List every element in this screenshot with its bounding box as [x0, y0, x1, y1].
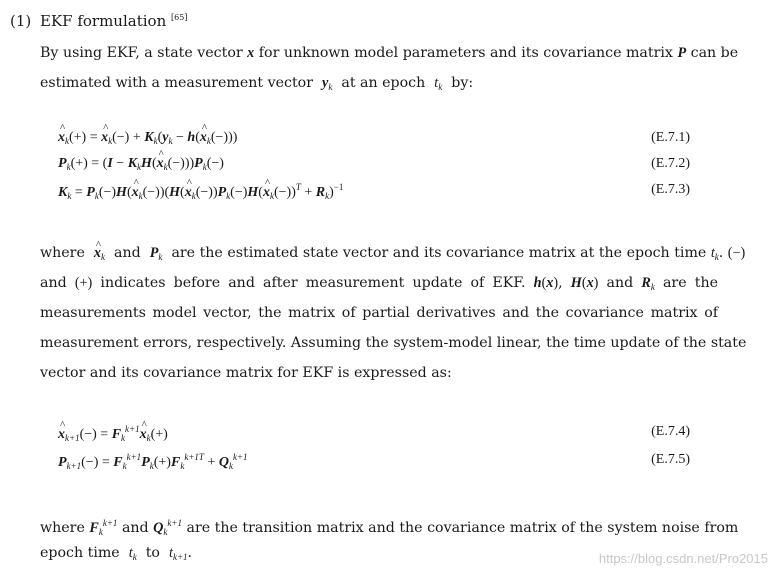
equation-label: (E.7.2) — [651, 156, 690, 171]
where1-line-2: and (+) indicates before and after measurement update of EKF. h(x), H(x) and $R_k$ are the — [40, 275, 718, 292]
equation-label: (E.7.3) — [651, 182, 690, 197]
watermark: https://blog.csdn.net/Pro2015 — [598, 551, 768, 566]
symbol-x: x — [247, 45, 255, 61]
where2-line-1: where $F_k^{k+1}$ and $Q_k^{k+1}$ are the transition matrix and the covariance matrix of the system noise from — [40, 518, 739, 537]
equation-e74: x $\^{}_{k+1}(-) = F_k^{k+1}x$ $\^{}_k(+)$ — [58, 424, 168, 443]
section-title: EKF formulation — [40, 12, 167, 30]
where1-line-1: where x $\^{}_k$ and $P_k$ are the estimated state vector and its covariance matrix at the epoch time $t_k$. (−) — [40, 238, 718, 272]
where1-line-4: measurement errors, respectively. Assuming the system-model linear, the time update of the state — [40, 335, 747, 351]
section-heading — [10, 12, 187, 30]
intro-line-1: By using EKF, a state vector x for unknown model parameters and its covariance matrix P can be — [40, 45, 739, 61]
section-number: (1) — [10, 12, 32, 30]
equation-e72: $P_k(+) = (I - K_kH(x$ $\^{}_k(-)))P_k(-)$ — [58, 156, 224, 172]
symbol-P: P — [677, 45, 687, 61]
equation-e75: $P_{k+1}(-) = F_k^{k+1}P_k(+)F_k^{k+1T} + Q_k^{k+1}$ — [58, 452, 248, 471]
equation-e71: x $\^{}_k(+) = x$ $\^{}_k(-) + K_k(y_k - h(x$ $\^{}_k(-)$)) — [58, 130, 237, 146]
equation-label: (E.7.1) — [651, 130, 690, 145]
equation-label: (E.7.4) — [651, 424, 690, 439]
equation-label: (E.7.5) — [651, 452, 690, 467]
intro-line-2: estimated with a measurement vector $y_k$ at an epoch $t_k$ by: — [40, 75, 474, 92]
where1-line-5: vector and its covariance matrix for EKF is expressed as: — [40, 365, 452, 381]
citation: [65] — [171, 13, 188, 22]
equation-e73: $K_k = P_k(-)H(x$ $\^{}_k(-))(H(x$ $\^{}_k(-))P_k(-)H(x$ $\^{}_k(-))^T + R_k)^{-1}$ — [58, 182, 343, 201]
where1-line-3: measurements model vector, the matrix of partial derivatives and the covariance matrix of — [40, 305, 718, 321]
where2-line-2: epoch time $t_k$ to $t_{k+1}$. — [40, 545, 193, 562]
